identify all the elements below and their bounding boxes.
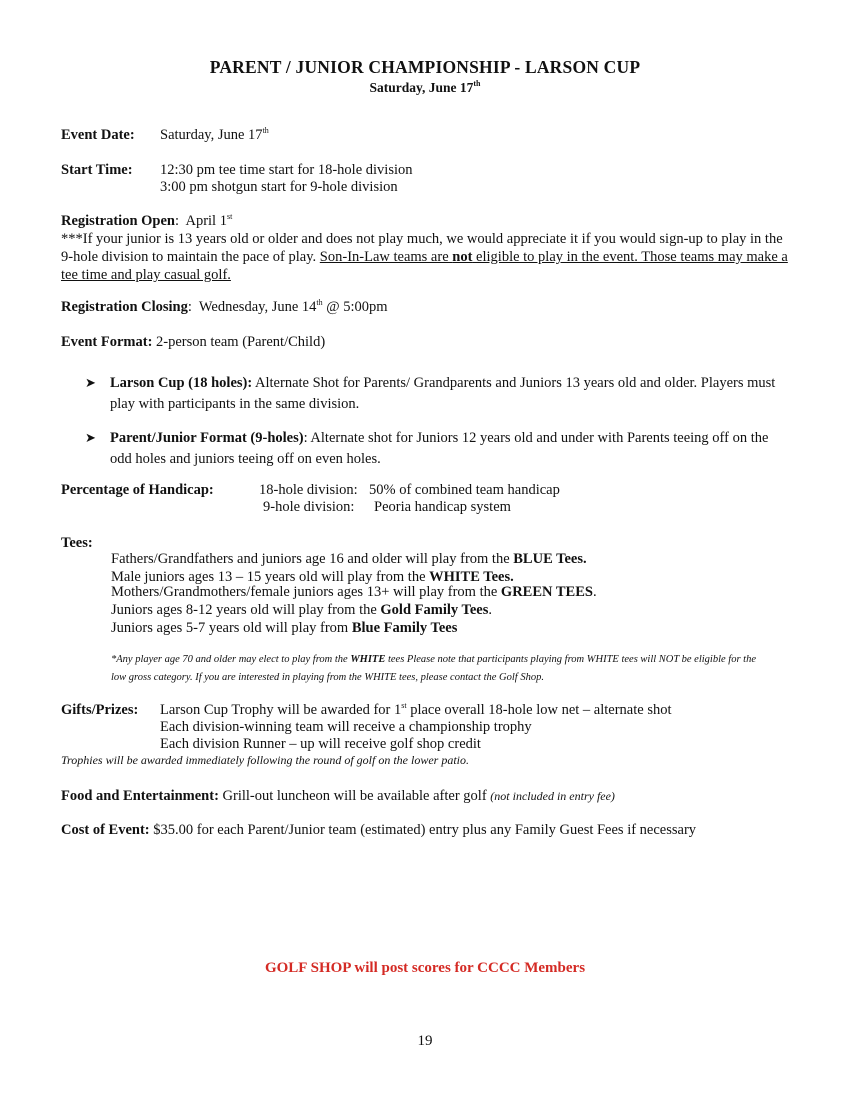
page-subtitle xyxy=(0,80,850,96)
cost-value: $35.00 for each Parent/Junior team (estimated) entry plus any Family Guest Fees if necessary xyxy=(149,822,697,838)
event-format xyxy=(61,334,325,351)
gifts-line1 xyxy=(160,702,672,719)
tee-line-bold: Blue Family Tees xyxy=(351,620,458,636)
bullet-arrow-icon: ➤ xyxy=(85,375,96,390)
registration-closing-sup: th xyxy=(316,298,323,307)
subtitle-sup: th xyxy=(473,79,481,88)
tee-line-bold: GREEN TEES xyxy=(500,584,593,600)
gifts-line1-sup: st xyxy=(401,701,407,710)
tee-line xyxy=(111,620,457,637)
registration-open-value: April 1 xyxy=(185,213,227,229)
registration-note xyxy=(61,230,796,284)
son-in-law-a: Son-In-Law teams are xyxy=(319,249,453,265)
registration-open: Registration Open: April 1st xyxy=(61,212,233,229)
registration-closing-value-a: Wednesday, June 14 xyxy=(198,299,317,315)
event-date-sup: th xyxy=(262,126,269,135)
handicap-9-division: 9-hole division: xyxy=(263,499,355,515)
golf-shop-notice: GOLF SHOP will post scores for CCCC Members xyxy=(264,960,586,976)
handicap-18-value: 50% of combined team handicap xyxy=(369,482,560,498)
son-in-law-not: not xyxy=(452,249,473,265)
tee-line xyxy=(111,551,587,568)
tee-line xyxy=(111,602,492,619)
tee-line-text: Juniors ages 5-7 years old will play from xyxy=(111,620,352,636)
handicap-18-division: 18-hole division: xyxy=(259,482,358,498)
gifts-line1-a: Larson Cup Trophy will be awarded for 1 xyxy=(160,702,402,718)
tee-line-text: Male juniors ages 13 – 15 years old will play from the xyxy=(111,569,430,585)
start-time-line2: 3:00 pm shotgun start for 9-hole division xyxy=(160,179,398,195)
tees-label: Tees: xyxy=(61,535,93,551)
tees-senior-note xyxy=(111,651,771,687)
tee-line-text: Juniors ages 8-12 years old will play from the xyxy=(111,602,381,618)
gifts-note: Trophies will be awarded immediately following the round of golf on the lower patio. xyxy=(61,753,469,767)
cost-of-event xyxy=(61,822,696,839)
event-format-value: 2-person team (Parent/Child) xyxy=(156,334,326,350)
start-time-label: Start Time: xyxy=(61,162,133,178)
subtitle-text: Saturday, June 17 xyxy=(369,80,474,95)
gifts-line1-b: place overall 18-hole low net – alternate shot xyxy=(406,702,672,718)
tee-line-tail: . xyxy=(488,602,492,618)
son-in-law-b: eligible to play in the event. Those teams may make a tee time and play casual golf. xyxy=(61,249,788,283)
tee-line-bold: BLUE Tees. xyxy=(513,551,587,567)
cost-label: Cost of Event: xyxy=(61,822,150,838)
format-bullet-1-text: Alternate Shot for Parents/ Grandparents and Juniors 13 years old and older. Players must play with participants in the same division. xyxy=(110,375,776,412)
registration-closing: Registration Closing: Wednesday, June 14th @ 5:00pm xyxy=(61,298,388,315)
format-bullet-1-bold: Larson Cup (18 holes): xyxy=(110,375,253,391)
tees-note-a: *Any player age 70 and older may elect to play from the xyxy=(111,654,351,665)
tee-line xyxy=(111,584,597,601)
handicap-label: Percentage of Handicap: xyxy=(61,482,214,498)
tees-note-b: tees Please note that participants playing from WHITE tees will NOT be eligible for the low gross category. If you are interested in playing from the WHITE tees, please contact the Golf Shop. xyxy=(111,654,756,683)
tees-note-bold: WHITE xyxy=(350,654,386,665)
registration-note-text: ***If your junior is 13 years old or older and does not play much, we would appreciate it if you would sign-up to play in the 9-hole division to maintain the pace of play. xyxy=(61,231,783,265)
event-format-label: Event Format: xyxy=(61,334,153,350)
food-value: Grill-out luncheon will be available after golf xyxy=(218,788,491,804)
food-note: (not included in entry fee) xyxy=(490,789,615,803)
handicap-9-value: Peoria handicap system xyxy=(374,499,511,515)
event-date-text: Saturday, June 17 xyxy=(160,127,263,143)
page-number: 19 xyxy=(417,1033,433,1049)
page-title: PARENT / JUNIOR CHAMPIONSHIP - LARSON CUP xyxy=(209,57,641,77)
tee-line-text: Fathers/Grandfathers and juniors age 16 and older will play from the xyxy=(111,551,514,567)
tee-line-bold: Gold Family Tees xyxy=(380,602,489,618)
registration-closing-label: Registration Closing xyxy=(61,299,188,315)
start-time-line1: 12:30 pm tee time start for 18-hole division xyxy=(160,162,413,178)
registration-closing-value-b: @ 5:00pm xyxy=(322,299,388,315)
registration-open-sup: st xyxy=(226,212,233,221)
format-bullet-2-text: : Alternate shot for Juniors 12 years old and under with Parents teeing off on the odd holes and juniors teeing off on even holes. xyxy=(110,430,769,467)
tee-line-bold: WHITE Tees. xyxy=(429,569,514,585)
gifts-line2: Each division-winning team will receive a championship trophy xyxy=(160,719,532,735)
tee-line-tail: . xyxy=(592,584,597,600)
format-bullet-1 xyxy=(110,373,790,415)
bullet-arrow-icon: ➤ xyxy=(85,430,96,445)
format-bullet-2 xyxy=(110,428,790,470)
event-date-value xyxy=(160,127,269,144)
format-bullet-2-bold: Parent/Junior Format (9-holes) xyxy=(110,430,304,446)
tee-line-text: Mothers/Grandmothers/female juniors ages 13+ will play from the xyxy=(111,584,501,600)
registration-open-label: Registration Open xyxy=(61,213,175,229)
gifts-label: Gifts/Prizes: xyxy=(61,702,139,718)
food-entertainment xyxy=(61,788,615,805)
food-label: Food and Entertainment: xyxy=(61,788,219,804)
gifts-line3: Each division Runner – up will receive golf shop credit xyxy=(160,736,481,752)
event-date-label: Event Date: xyxy=(61,127,135,143)
